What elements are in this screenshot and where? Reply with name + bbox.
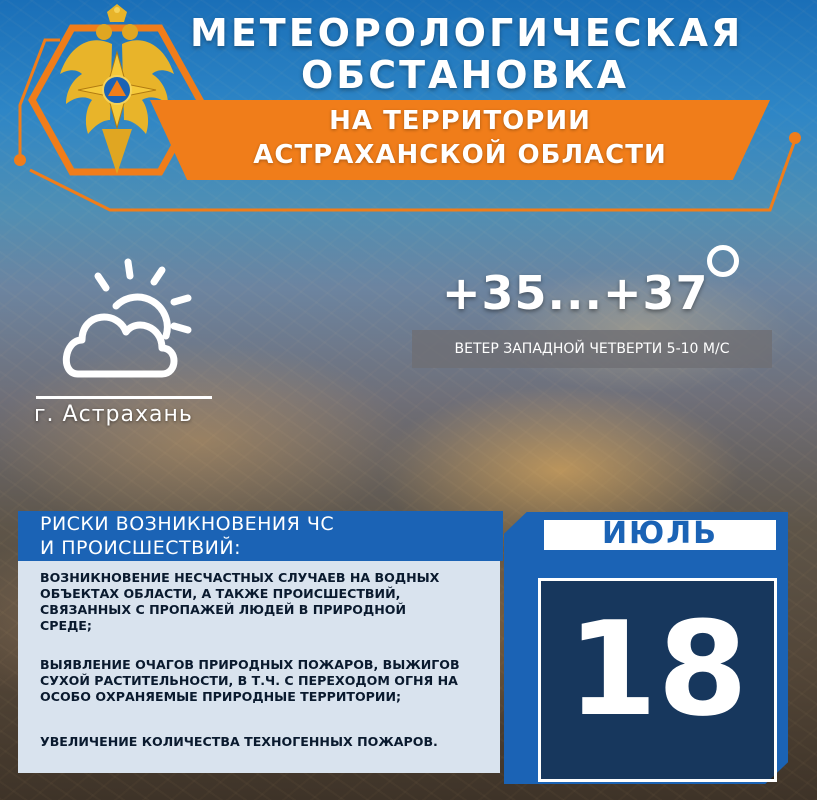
risk-item — [40, 734, 500, 750]
risk-line: СВЯЗАННЫХ С ПРОПАЖЕЙ ЛЮДЕЙ В ПРИРОДНОЙ — [40, 602, 407, 617]
emergency-ministry-emblem — [52, 4, 182, 179]
degree-icon — [707, 245, 739, 277]
risks-title-line-2: И ПРОИСШЕСТВИЙ: — [40, 537, 241, 559]
risk-item — [40, 570, 500, 634]
risks-title-line-1: РИСКИ ВОЗНИКНОВЕНИЯ ЧС — [40, 513, 335, 535]
cloud-sun-icon — [50, 256, 200, 386]
risk-line: ОСОБО ОХРАНЯЕМЫЕ ПРИРОДНЫЕ ТЕРРИТОРИИ; — [40, 689, 402, 704]
page-subtitle — [190, 104, 730, 172]
day-number: 18 — [567, 593, 748, 745]
city-name: г. Астрахань — [34, 402, 193, 427]
subtitle-line-1: НА ТЕРРИТОРИИ — [329, 106, 591, 136]
title-line-2: ОБСТАНОВКА — [300, 53, 630, 97]
risk-line: ВЫЯВЛЕНИЕ ОЧАГОВ ПРИРОДНЫХ ПОЖАРОВ, ВЫЖИГОВ — [40, 657, 460, 672]
risk-item — [40, 657, 500, 705]
risk-line: ВОЗНИКНОВЕНИЕ НЕСЧАСТНЫХ СЛУЧАЕВ НА ВОДНЫХ — [40, 570, 440, 585]
city-underline — [36, 396, 212, 399]
risk-line: СРЕДЕ; — [40, 618, 92, 633]
temperature: +35...+37 — [442, 266, 709, 320]
subtitle-line-2: АСТРАХАНСКОЙ ОБЛАСТИ — [253, 140, 667, 170]
month-label: ИЮЛЬ — [601, 516, 719, 551]
risk-line: ОБЪЕКТАХ ОБЛАСТИ, А ТАКЖЕ ПРОИСШЕСТВИЙ, — [40, 586, 401, 601]
risks-title — [40, 512, 334, 560]
risk-line: СУХОЙ РАСТИТЕЛЬНОСТИ, В Т.Ч. С ПЕРЕХОДОМ ОГНЯ НА — [40, 673, 458, 688]
title-line-1: МЕТЕОРОЛОГИЧЕСКАЯ — [190, 11, 744, 55]
wind-info: ВЕТЕР ЗАПАДНОЙ ЧЕТВЕРТИ 5-10 М/С — [412, 330, 772, 368]
risk-line: УВЕЛИЧЕНИЕ КОЛИЧЕСТВА ТЕХНОГЕННЫХ ПОЖАРОВ. — [40, 734, 438, 749]
page-title — [190, 11, 744, 97]
